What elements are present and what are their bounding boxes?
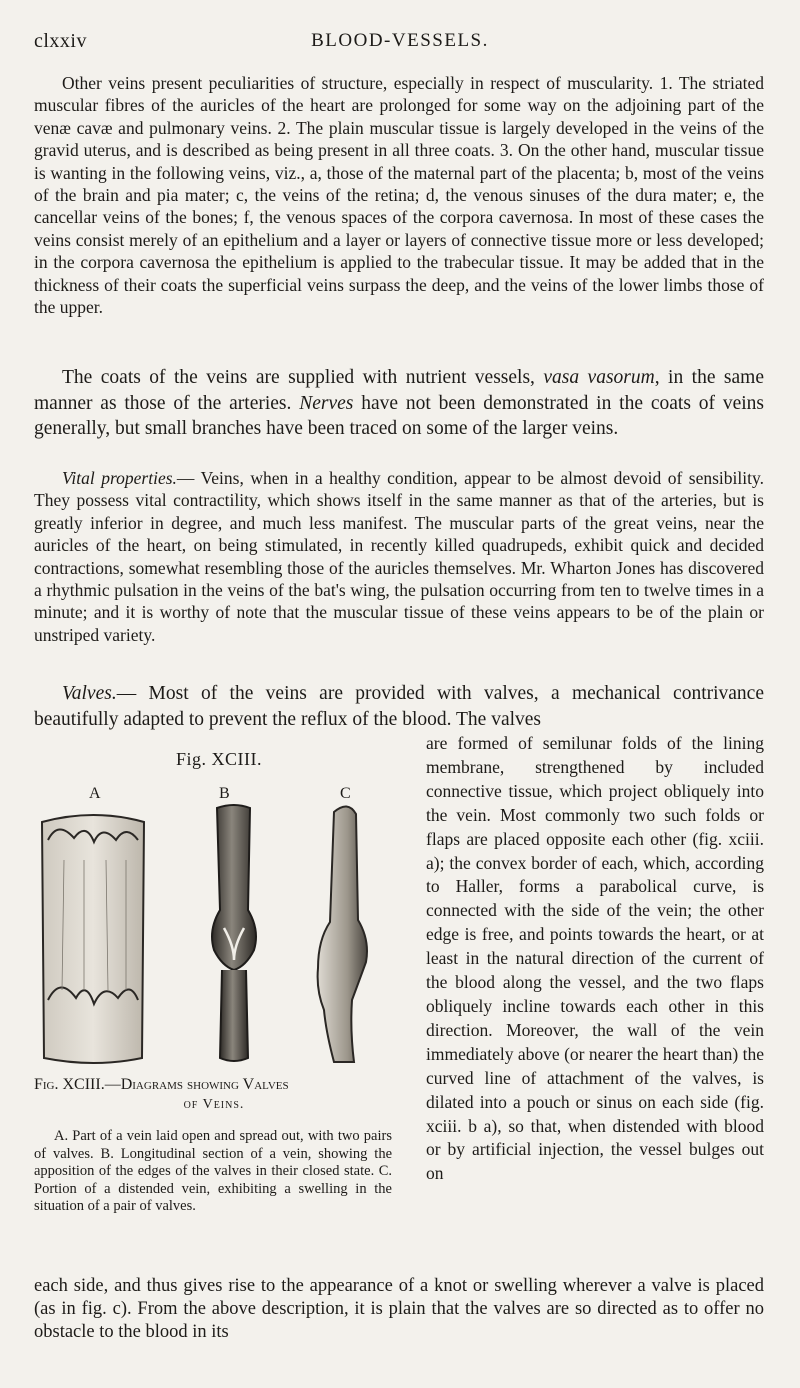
figure-caption-title-cont: of Veins. (183, 1097, 245, 1112)
figure-xciii (34, 745, 404, 1275)
figure-caption-title (34, 1075, 394, 1095)
text: — Veins, when in a healthy condition, appear to be almost devoid of sensibility. They possess vital contractility, which shows itself in the same manner as that of the arteries, but is greatly inferior in degree, and much less manifest. The muscular parts of the great veins, near the auricles of the heart, on being stimulated, in recently killed quadrupeds, exhibit quick and decided contractions, somewhat resembling those of the auricles themselves. Mr. Wharton Jones has discovered a rhythmic pulsation in the veins of the bat's wing, the pulsation occurring from ten to twelve times in a minute; and it is worthy of note that the muscular tissue of these veins appears to be of the plain or unstriped variety. (34, 468, 764, 645)
vein-b-section (212, 805, 256, 1061)
text: , in the same manner as those of the arteries. (34, 367, 764, 414)
heading-vital-properties: Vital properties. (62, 468, 177, 488)
text: have not been demonstrated in the coats of veins generally, but small branches have been traced on some of the larger veins. (34, 392, 764, 439)
term-nerves: Nerves (299, 392, 354, 414)
paragraph-muscularity: Other veins present peculiarities of structure, especially in respect of muscularity. 1. The striated muscular fibres of the auricles of the heart are prolonged for some way on the adjoining part of the venæ cavæ and pulmonary veins. 2. The plain muscular tissue is largely developed in the veins of the gravid uterus, and is described as being present in all three coats. 3. On the other hand, muscular tissue is wanting in the following veins, viz., a, those of the maternal part of the placenta; b, most of the veins of the brain and pia mater; c, the veins of the retina; d, the venous sinuses of the dura mater; e, the cancellar veins of the bones; f, the venous spaces of the corpora cavernosa. In most of these cases the veins consist merely of an epithelium and a layer or layers of connective tissue more or less developed; in the corpora cavernosa the epithelium is applied to the trabecular tissue. It may be added that in the thickness of their coats the superficial veins surpass the deep, and the veins of the lower limbs those of the upper. (34, 73, 764, 318)
page-number: clxxiv (34, 30, 87, 52)
text: — Most of the veins are provided with valves, a mechanical contrivance beautifully adapted to prevent the reflux of the blood. The valves (34, 683, 764, 730)
figure-title: Fig. XCIII. (176, 749, 262, 769)
figure-label-a: A (89, 785, 101, 802)
paragraph-vital-properties (34, 467, 764, 646)
figure-label-c: C (340, 785, 351, 802)
heading-valves: Valves. (62, 683, 117, 704)
running-title: BLOOD-VESSELS. (311, 30, 489, 51)
text: Fig. XCIII.—Diagrams showing Valves (34, 1076, 289, 1093)
page-header (34, 30, 766, 60)
paragraph-valves-column: are formed of semilunar folds of the lining membrane, strengthened by included connective tissue, which project obliquely into the vein. Most commonly two such folds or flaps are placed opposite each other (fig. xciii. a); the convex border of each, which, according to Haller, forms a parabolical curve, is connected with the side of the vein; the other edge is free, and points towards the heart, or at least in the natural direction of the current of the blood along the vessel, and the two flaps obliquely incline towards each other in this direction. Moreover, the wall of the vein immediately above (or nearer the heart than) the curved line of attachment of the valves, is dilated into a pouch or sinus on each side (fig. xciii. b a), so that, when distended with blood or by artificial injection, the vessel bulges out on (426, 733, 764, 1184)
paragraph-valves-intro (34, 681, 764, 732)
figure-caption-body: A. Part of a vein laid open and spread out, with two pairs of valves. B. Longitudinal section of a vein, showing the apposition of the edges of the valves in their closed state. C. Portion of a distended vein, exhibiting a swelling in the situation of a pair of valves. (34, 1128, 392, 1214)
term-vasa-vasorum: vasa vasorum (543, 367, 655, 388)
figure-label-b: B (219, 785, 230, 802)
paragraph-vasa-vasorum (34, 365, 764, 442)
vein-c-distended (318, 806, 367, 1062)
vein-valve-illustration (34, 800, 404, 1070)
paragraph-valves-continued: each side, and thus gives rise to the appearance of a knot or swelling wherever a valve is placed (as in fig. c). From the above description, it is plain that the valves are so directed as to offer no obstacle to the blood in its (34, 1276, 764, 1342)
text: The coats of the veins are supplied with nutrient vessels, (62, 367, 544, 388)
vein-a-opened (42, 815, 144, 1063)
